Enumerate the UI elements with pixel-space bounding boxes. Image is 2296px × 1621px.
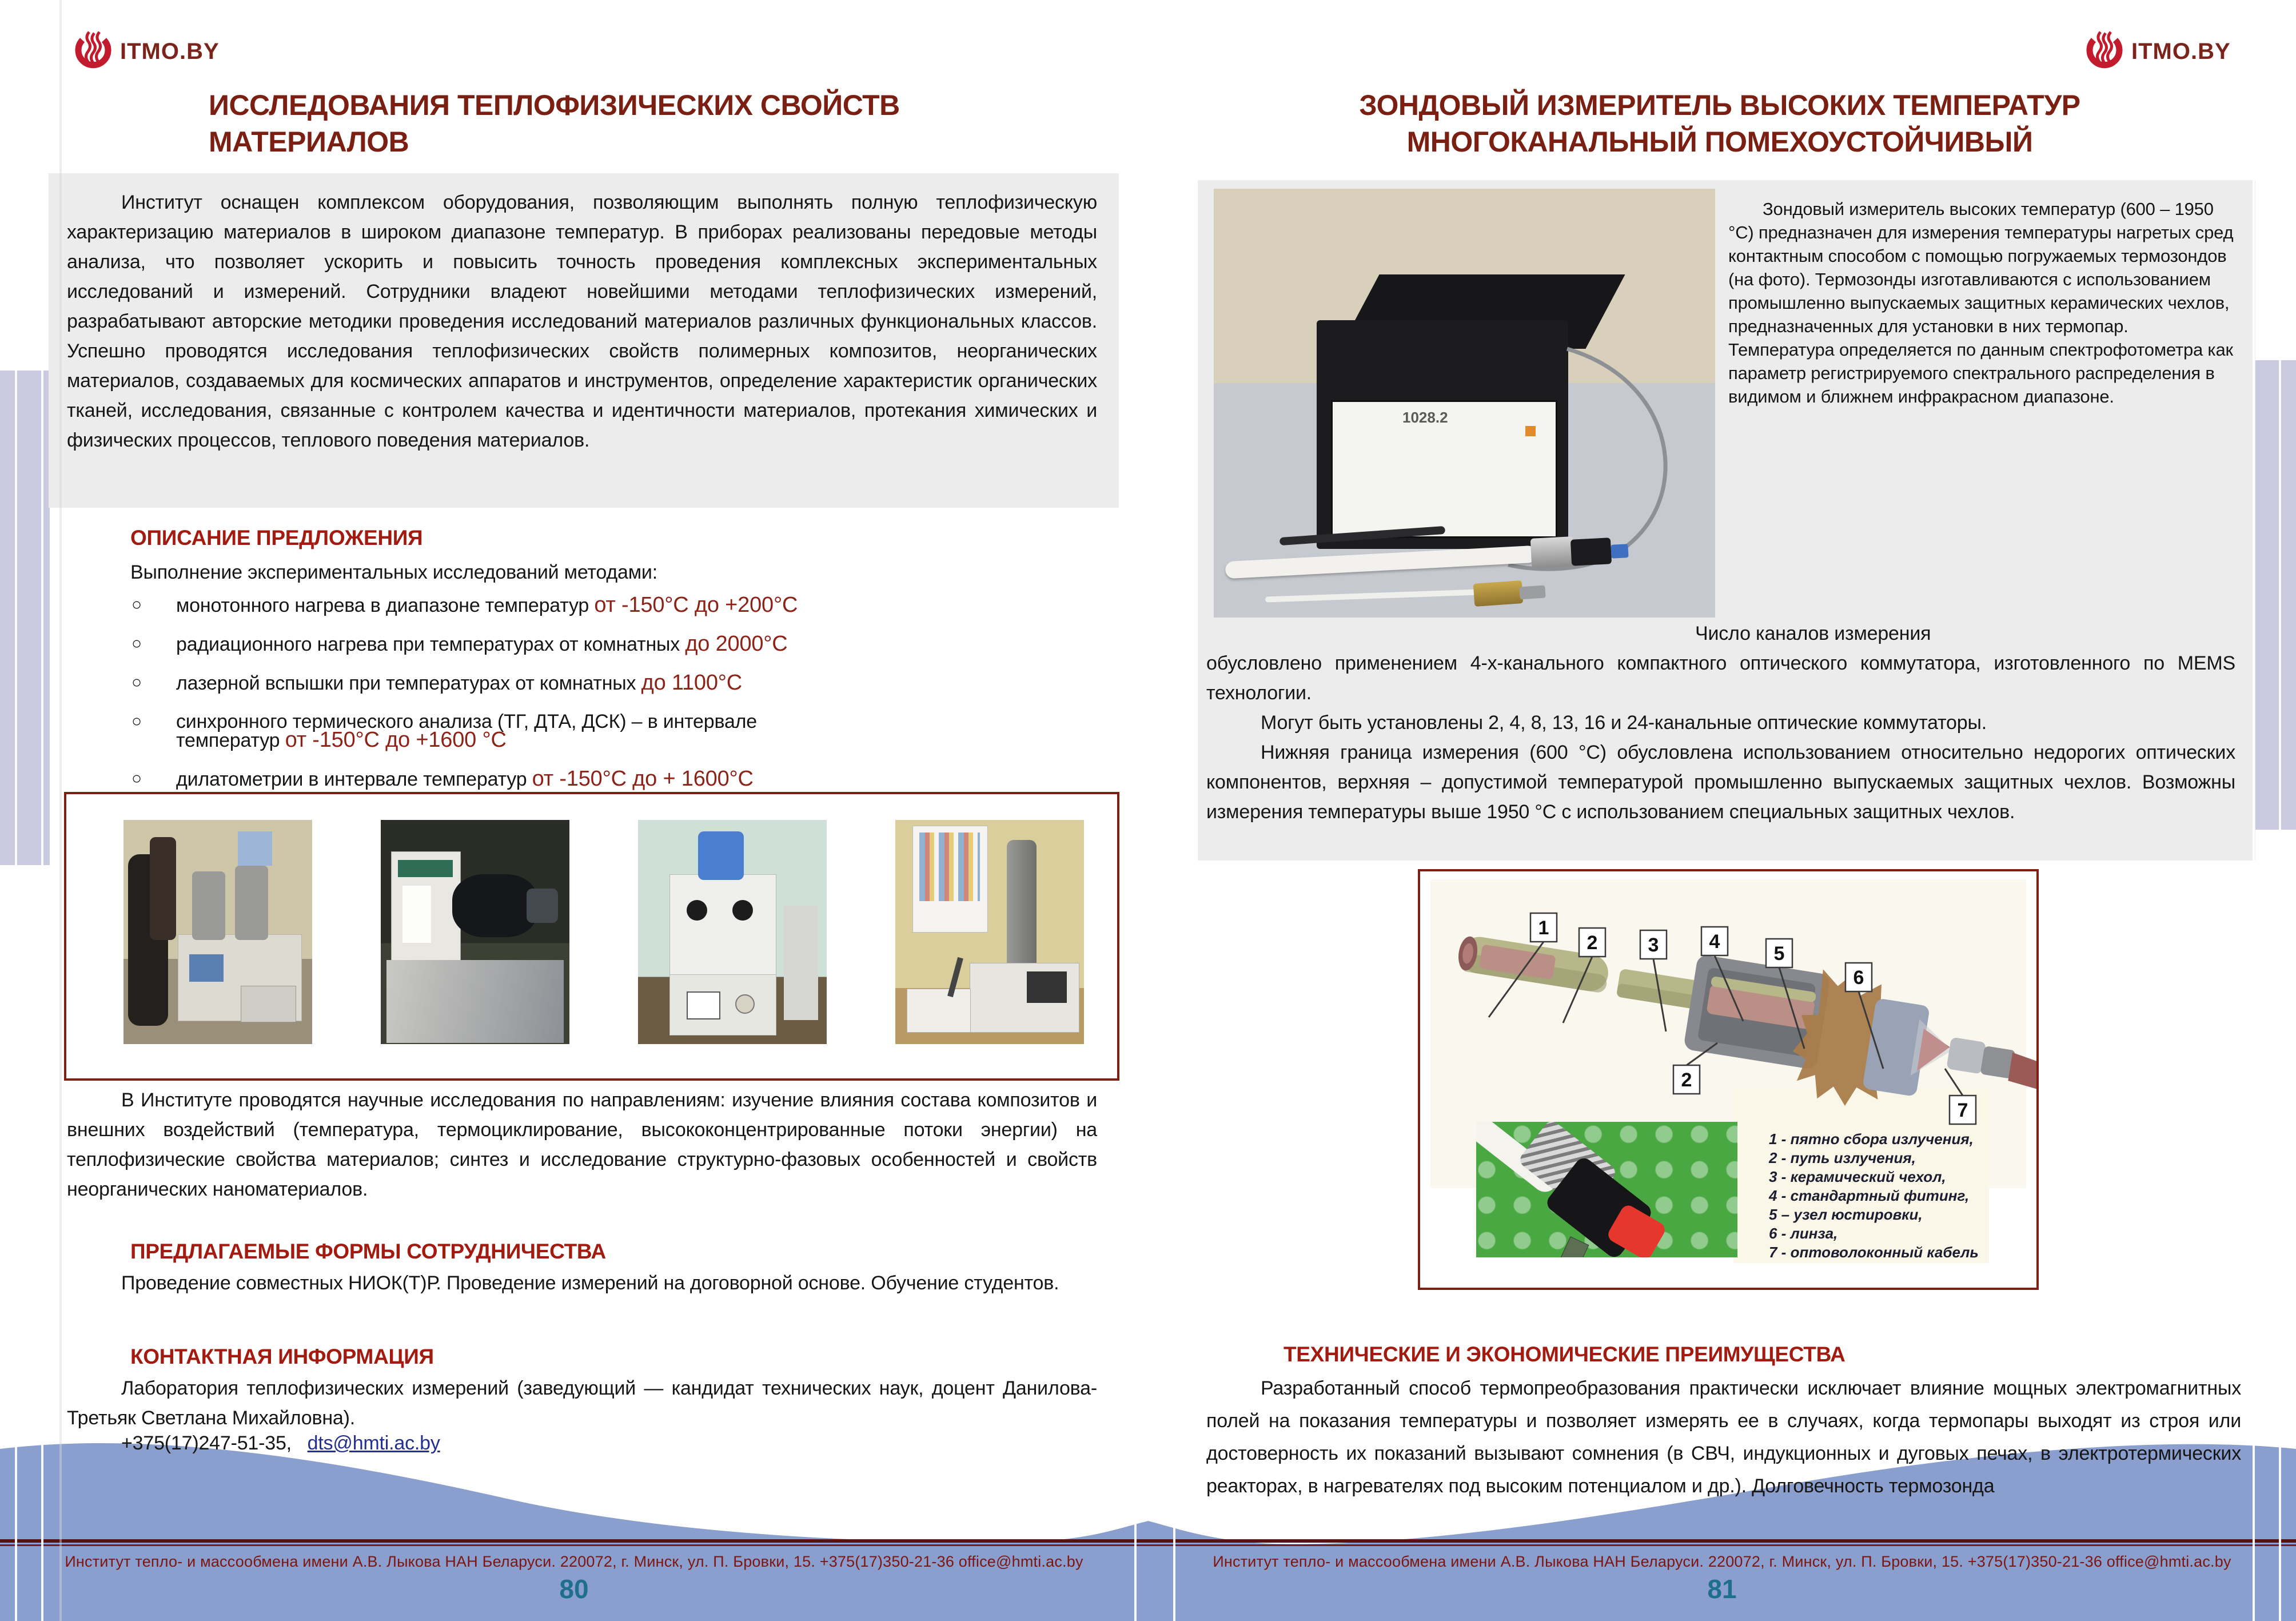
right-title-line2: МНОГОКАНАЛЬНЫЙ ПОМЕХОУСТОЙЧИВЫЙ	[1406, 126, 2033, 158]
contact-email-link[interactable]: dts@hmti.ac.by	[307, 1432, 440, 1454]
callout-label: 1	[1538, 917, 1549, 939]
circle-bullet-icon	[131, 670, 176, 696]
list-item	[131, 592, 1081, 619]
offer-lead: Выполнение экспериментальных исследований методами:	[130, 561, 657, 583]
footer-left: Институт тепло- и массообмена имени А.В. Лыкова НАН Беларуси. 220072, г. Минск, ул. П. Бровки, 15. +375(17)350-21-36 office@hmti.ac.by	[65, 1553, 1083, 1570]
legend-item: 2 - путь излучения,	[1769, 1149, 1916, 1166]
legend-item: 4 - стандартный фитинг,	[1769, 1187, 1970, 1204]
offer-heading: ОПИСАНИЕ ПРЕДЛОЖЕНИЯ	[130, 526, 423, 549]
coop-paragraph: Проведение совместных НИОК(Т)Р. Проведение измерений на договорной основе. Обучение студентов.	[121, 1272, 1059, 1294]
contact-paragraph: Лаборатория теплофизических измерений (заведующий — кандидат технических наук, доцент Данилова-Третьяк Светлана Михайловна).	[67, 1377, 1097, 1429]
left-title-line2: МАТЕРИАЛОВ	[209, 126, 409, 158]
bullet-temp: до 2000°С	[685, 632, 788, 656]
callout-label: 3	[1648, 934, 1659, 956]
list-item	[131, 766, 1081, 792]
footer-rule-thick	[0, 1539, 2296, 1543]
right-title-line1: ЗОНДОВЫЙ ИЗМЕРИТЕЛЬ ВЫСОКИХ ТЕМПЕРАТУР	[1359, 89, 2080, 121]
callout-label: 4	[1709, 931, 1720, 953]
equipment-photos-frame	[64, 792, 1119, 1081]
circle-bullet-icon	[131, 631, 176, 658]
advantages-paragraph: Разработанный способ термопреобразования практически исключает влияние мощных электромагнитных полей на показания температуры и позволяет измерять ее в случаях, когда термопары выходят из строя или достоверность их показаний вызывают сомнения (в СВЧ, индукционных и дуговых печах, в электротермических реакторах, в нагревателях под высоким потенциалом и др.). Долговечность термозонда	[1206, 1377, 2241, 1497]
legend-item: 3 - керамический чехол,	[1769, 1168, 1946, 1185]
page-number-right: 81	[1707, 1574, 1737, 1604]
contact-heading: КОНТАКТНАЯ ИНФОРМАЦИЯ	[130, 1345, 434, 1368]
bullet-temp: от -150°С до +1600 °С	[285, 728, 507, 752]
callout-label: 2	[1587, 932, 1598, 954]
list-item	[131, 670, 1081, 696]
channels-paragraph2: Могут быть установлены 2, 4, 8, 13, 16 и 24-канальные оптические коммутаторы.	[1261, 712, 1987, 734]
logo-right	[2086, 27, 2231, 75]
legend-item: 6 - линза,	[1769, 1225, 1838, 1242]
bullet-text: дилатометрии в интервале температур	[176, 768, 532, 790]
left-page-title	[209, 87, 1009, 160]
logo-text: ITMO.BY	[2131, 38, 2231, 64]
left-intro-paragraph: Институт оснащен комплексом оборудования, позволяющим выполнять полную теплофизическую характеризацию материалов в широком диапазоне температур. В приборах реализованы передовые методы анализа, что позволяет ускорить и повысить точность проведения комплексных экспериментальных исследований и измерений. Сотрудники владеют новейшими методами теплофизических измерений, разрабатывают авторские методики проведения исследований материалов различных функциональных классов. Успешно проводятся исследования теплофизических свойств полимерных композитов, неорганических материалов, создаваемых для космических аппаратов и инструментов, определение характеристик органических тканей, исследования, связанные с контролем качества и идентичности материалов, протекания химических и физических процессов, теплового поведения материалов.	[67, 192, 1097, 451]
device-display-value: 1028.2	[1402, 409, 1448, 426]
circle-bullet-icon	[131, 592, 176, 619]
bullet-temp: от -150°С до + 1600°С	[532, 767, 754, 791]
legend-item: 5 – узел юстировки,	[1769, 1206, 1923, 1223]
bullet-temp: от -150°С до +200°С	[594, 593, 798, 617]
channels-paragraph3: Нижняя граница измерения (600 °С) обусловлена использованием относительно недорогих оптических компонентов, верхняя – допустимой температурой промышленно выпускаемых защитных чехлов. Возможны измерения температуры выше 1950 °С с использованием специальных защитных чехлов.	[1206, 742, 2235, 823]
channels-line1: Число каналов измерения	[1695, 623, 1931, 644]
contact-phone: +375(17)247-51-35,	[121, 1432, 292, 1454]
photo-thermal-analyzer	[123, 820, 312, 1044]
connector-photo	[1476, 1122, 1737, 1257]
bullet-text: лазерной вспышки при температурах от комнатных	[176, 672, 641, 694]
flame-icon	[2086, 27, 2123, 75]
bullet-text: радиационного нагрева при температурах от комнатных	[176, 634, 685, 655]
research-paragraph: В Институте проводятся научные исследования по направлениям: изучение влияния состава композитов и внешних воздействий (температура, термоциклирование, высококонцентрированные потоки энергии) на теплофизические свойства материалов; синтез и исследование структурно-фазовых особенностей и свойств неорганических наноматериалов.	[67, 1089, 1097, 1200]
photo-sta-instrument	[895, 820, 1084, 1044]
right-lavender-stripe	[2249, 360, 2296, 830]
circle-bullet-icon	[131, 766, 176, 792]
contact-line	[121, 1428, 1093, 1458]
callout-label: 5	[1773, 943, 1785, 965]
list-item	[131, 631, 1081, 658]
page-number-left: 80	[559, 1574, 589, 1604]
callout-label: 6	[1853, 967, 1864, 989]
bullet-text: температур	[176, 730, 285, 751]
circle-bullet-icon	[131, 708, 176, 735]
probe-meter-photo	[1214, 189, 1715, 618]
flame-icon	[74, 27, 112, 75]
photo-dilatometer	[381, 820, 569, 1044]
offer-bullet-list	[131, 592, 1081, 804]
advantages-heading: ТЕХНИЧЕСКИЕ И ЭКОНОМИЧЕСКИЕ ПРЕИМУЩЕСТВА	[1283, 1343, 1845, 1366]
legend-item: 7 - оптоволоконный кабель	[1769, 1244, 1979, 1261]
legend-item: 1 - пятно сбора излучения,	[1769, 1130, 1974, 1148]
probe-diagram-box	[1418, 869, 2039, 1290]
logo-left	[74, 27, 220, 75]
footer-right: Институт тепло- и массообмена имени А.В. Лыкова НАН Беларуси. 220072, г. Минск, ул. П. Бровки, 15. +375(17)350-21-36 office@hmti.ac.by	[1213, 1553, 2231, 1570]
photo-calorimeter	[638, 820, 827, 1044]
bullet-temp: до 1100°С	[641, 671, 743, 695]
bullet-text: монотонного нагрева в диапазоне температур	[176, 595, 595, 616]
left-title-line1: ИССЛЕДОВАНИЯ ТЕПЛОФИЗИЧЕСКИХ СВОЙСТВ	[209, 89, 900, 121]
right-intro-paragraph: Зондовый измеритель высоких температур (600 – 1950 °С) предназначен для измерения температуры нагретых сред контактным способом с помощью погружаемых термозондов (на фото). Термозонды изготавливаются с использованием промышленно выпускаемых защитных керамических чехлов, предназначенных для установки в них термопар. Температура определяется по данным спектрофотометра как параметр регистрируемого спектрального распределения в видимом и ближнем инфракрасном диапазоне.	[1728, 199, 2234, 407]
footer-rule-thin	[0, 1544, 2296, 1546]
logo-text: ITMO.BY	[120, 38, 220, 64]
diagram-legend	[1769, 1130, 1979, 1262]
callout-label: 2	[1681, 1069, 1692, 1091]
callout-label: 7	[1957, 1100, 1968, 1121]
coop-heading: ПРЕДЛАГАЕМЫЕ ФОРМЫ СОТРУДНИЧЕСТВА	[130, 1240, 606, 1263]
channels-paragraph1: обусловлено применением 4-х-канального компактного оптического коммутатора, изготовленного по MEMS технологии.	[1206, 652, 2235, 704]
bullet-text: синхронного термического анализа (ТГ, ДТА, ДСК) – в интервале	[176, 711, 758, 732]
right-page-title	[1177, 87, 2263, 160]
